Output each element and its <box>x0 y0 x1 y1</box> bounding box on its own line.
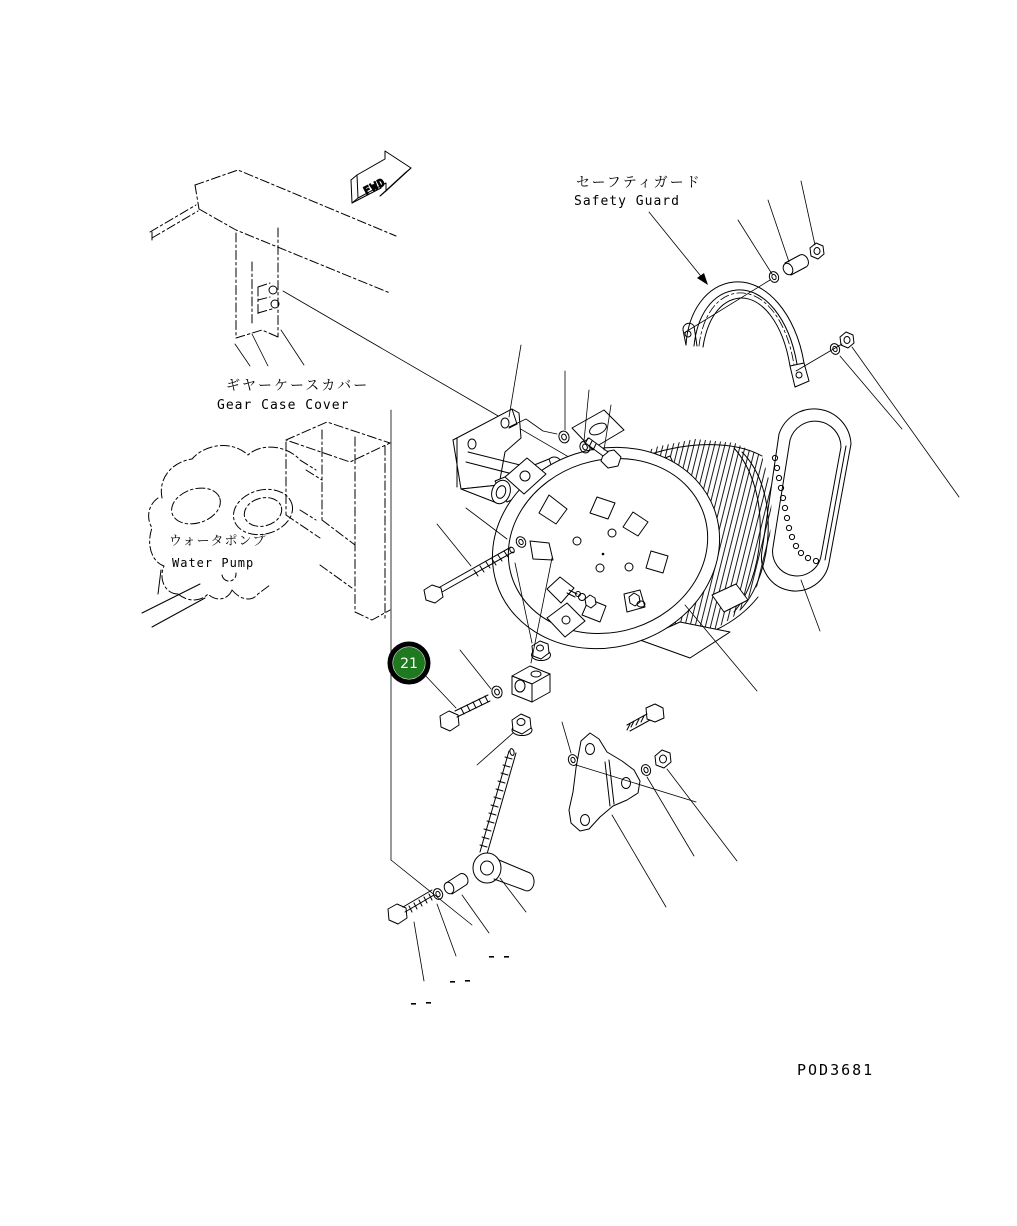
gear-case-cover-leader-ticks <box>235 330 304 366</box>
anchor-plate <box>569 733 640 831</box>
fwd-arrow <box>351 151 411 203</box>
fwd-arrow-label: FWD <box>361 175 388 198</box>
water-pump-outline <box>149 446 322 600</box>
gear-case-cover-label-en: Gear Case Cover <box>217 398 350 413</box>
safety-guard-label-en: Safety Guard <box>574 194 680 209</box>
spacer <box>781 255 808 277</box>
gear-case-body-outline <box>286 422 390 620</box>
water-pump-label-jp: ウォータポンプ <box>169 534 267 549</box>
phantom-dots <box>411 956 509 1005</box>
hex-bolt-part-21 <box>440 695 490 731</box>
engine-block-edges <box>142 570 205 627</box>
adjusting-rod <box>473 748 534 891</box>
drawing-code: POD3681 <box>797 1061 875 1079</box>
washer <box>557 430 571 445</box>
alternator <box>466 410 772 678</box>
washer <box>640 763 652 776</box>
lock-washer <box>490 685 504 700</box>
leader-arrowhead <box>697 273 708 285</box>
safety-guard <box>683 282 809 387</box>
water-pump-label-en: Water Pump <box>172 556 255 570</box>
lock-washer <box>432 887 445 901</box>
adjusting-block <box>512 666 550 702</box>
flanged-nut <box>532 641 551 661</box>
hex-nut <box>840 332 854 348</box>
hex-nut <box>655 750 671 768</box>
spacer <box>442 873 468 895</box>
flanged-nut <box>512 714 532 736</box>
labels <box>169 175 874 1079</box>
gear-case-cover-label-jp: ギヤーケースカバー <box>226 378 370 394</box>
hex-bolt <box>388 890 434 924</box>
washer <box>829 342 842 356</box>
safety-guard-label-jp: セーフティガード <box>576 175 702 191</box>
v-belt <box>761 409 851 591</box>
part-balloon-21[interactable] <box>390 644 428 682</box>
washer <box>768 270 781 284</box>
balloon-number[interactable]: 21 <box>400 656 418 672</box>
hex-nut <box>810 243 824 259</box>
hex-bolt <box>627 704 664 731</box>
